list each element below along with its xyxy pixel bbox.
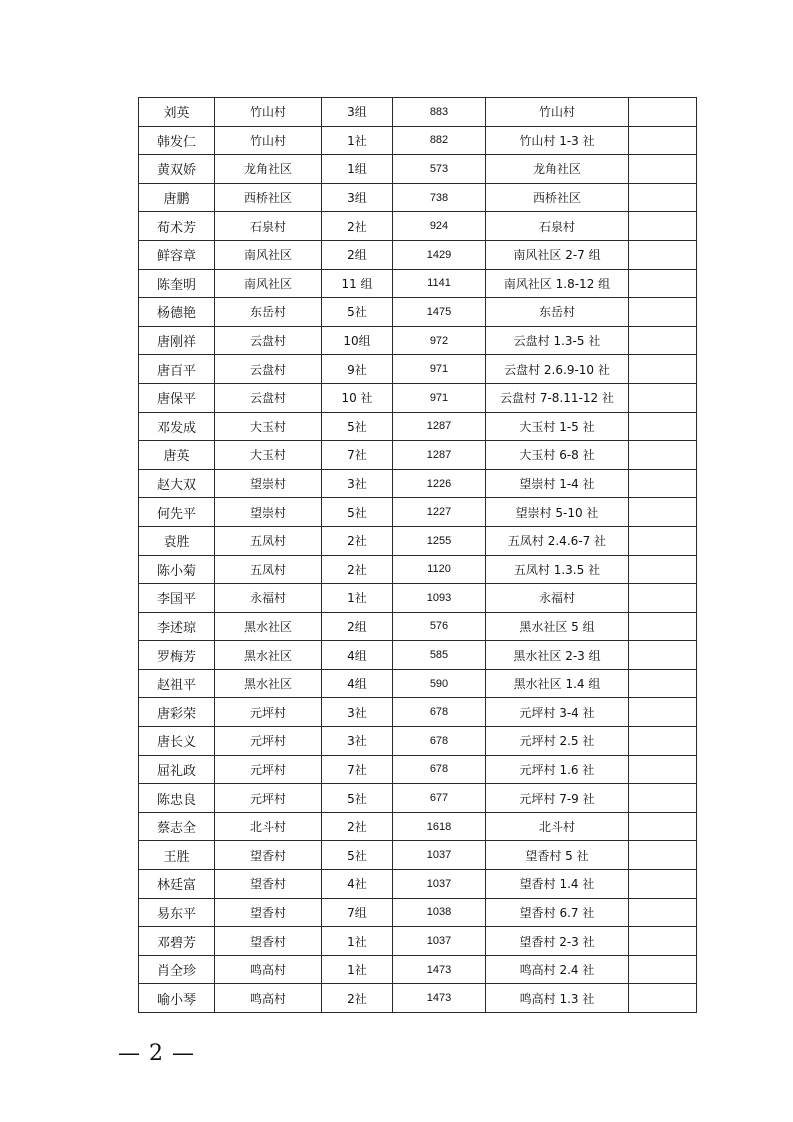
table-row — [139, 727, 697, 756]
person-name-cell: 邓发成 — [139, 412, 215, 441]
note-cell — [629, 641, 697, 670]
count-cell: 576 — [393, 612, 486, 641]
count-cell: 1141 — [393, 269, 486, 298]
person-name-cell: 李国平 — [139, 584, 215, 613]
note-cell — [629, 755, 697, 784]
note-cell — [629, 526, 697, 555]
village-cell: 望香村 — [215, 870, 322, 899]
person-name-cell: 唐英 — [139, 441, 215, 470]
table-row — [139, 383, 697, 412]
table-row — [139, 326, 697, 355]
village-cell: 东岳村 — [215, 298, 322, 327]
service-area-cell: 黑水社区 5 组 — [486, 612, 629, 641]
village-cell: 元坪村 — [215, 784, 322, 813]
table-row — [139, 841, 697, 870]
count-cell: 678 — [393, 755, 486, 784]
person-name-cell: 陈奎明 — [139, 269, 215, 298]
count-cell: 1429 — [393, 240, 486, 269]
count-cell: 678 — [393, 727, 486, 756]
village-cell: 龙角社区 — [215, 155, 322, 184]
count-cell: 1473 — [393, 955, 486, 984]
roster-table — [138, 97, 697, 1013]
note-cell — [629, 812, 697, 841]
count-cell: 924 — [393, 212, 486, 241]
table-row — [139, 698, 697, 727]
group-cell: 1社 — [322, 927, 393, 956]
table-row — [139, 612, 697, 641]
table-row — [139, 240, 697, 269]
table-row — [139, 298, 697, 327]
person-name-cell: 陈小菊 — [139, 555, 215, 584]
table-row — [139, 126, 697, 155]
group-cell: 1社 — [322, 584, 393, 613]
note-cell — [629, 298, 697, 327]
table-row — [139, 183, 697, 212]
service-area-cell: 望崇村 5-10 社 — [486, 498, 629, 527]
note-cell — [629, 441, 697, 470]
service-area-cell: 五凤村 1.3.5 社 — [486, 555, 629, 584]
group-cell: 10 社 — [322, 383, 393, 412]
village-cell: 永福村 — [215, 584, 322, 613]
note-cell — [629, 927, 697, 956]
note-cell — [629, 155, 697, 184]
person-name-cell: 赵祖平 — [139, 669, 215, 698]
person-name-cell: 唐长义 — [139, 727, 215, 756]
village-cell: 北斗村 — [215, 812, 322, 841]
note-cell — [629, 412, 697, 441]
service-area-cell: 南风社区 2-7 组 — [486, 240, 629, 269]
person-name-cell: 袁胜 — [139, 526, 215, 555]
service-area-cell: 望崇村 1-4 社 — [486, 469, 629, 498]
table-row — [139, 870, 697, 899]
village-cell: 望崇村 — [215, 469, 322, 498]
note-cell — [629, 612, 697, 641]
village-cell: 黑水社区 — [215, 641, 322, 670]
note-cell — [629, 727, 697, 756]
group-cell: 10组 — [322, 326, 393, 355]
count-cell: 971 — [393, 355, 486, 384]
service-area-cell: 竹山村 1-3 社 — [486, 126, 629, 155]
service-area-cell: 云盘村 7-8.11-12 社 — [486, 383, 629, 412]
group-cell: 4组 — [322, 669, 393, 698]
service-area-cell: 大玉村 6-8 社 — [486, 441, 629, 470]
person-name-cell: 易东平 — [139, 898, 215, 927]
service-area-cell: 望香村 6.7 社 — [486, 898, 629, 927]
person-name-cell: 林廷富 — [139, 870, 215, 899]
group-cell: 11 组 — [322, 269, 393, 298]
group-cell: 4组 — [322, 641, 393, 670]
table-row — [139, 355, 697, 384]
service-area-cell: 龙角社区 — [486, 155, 629, 184]
person-name-cell: 黄双娇 — [139, 155, 215, 184]
count-cell: 1287 — [393, 412, 486, 441]
group-cell: 3社 — [322, 727, 393, 756]
group-cell: 2社 — [322, 984, 393, 1013]
village-cell: 南风社区 — [215, 269, 322, 298]
note-cell — [629, 326, 697, 355]
note-cell — [629, 269, 697, 298]
group-cell: 7社 — [322, 441, 393, 470]
service-area-cell: 大玉村 1-5 社 — [486, 412, 629, 441]
village-cell: 元坪村 — [215, 755, 322, 784]
note-cell — [629, 469, 697, 498]
village-cell: 元坪村 — [215, 698, 322, 727]
group-cell: 7组 — [322, 898, 393, 927]
count-cell: 738 — [393, 183, 486, 212]
count-cell: 1287 — [393, 441, 486, 470]
table-row — [139, 955, 697, 984]
table-row — [139, 469, 697, 498]
village-cell: 黑水社区 — [215, 669, 322, 698]
table-row — [139, 212, 697, 241]
count-cell: 677 — [393, 784, 486, 813]
service-area-cell: 东岳村 — [486, 298, 629, 327]
person-name-cell: 韩发仁 — [139, 126, 215, 155]
note-cell — [629, 355, 697, 384]
note-cell — [629, 841, 697, 870]
table-row — [139, 898, 697, 927]
table-row — [139, 412, 697, 441]
table-row — [139, 441, 697, 470]
village-cell: 五凤村 — [215, 555, 322, 584]
count-cell: 882 — [393, 126, 486, 155]
service-area-cell: 黑水社区 2-3 组 — [486, 641, 629, 670]
count-cell: 590 — [393, 669, 486, 698]
note-cell — [629, 98, 697, 127]
count-cell: 1227 — [393, 498, 486, 527]
group-cell: 5社 — [322, 412, 393, 441]
group-cell: 2组 — [322, 612, 393, 641]
count-cell: 1255 — [393, 526, 486, 555]
village-cell: 南风社区 — [215, 240, 322, 269]
note-cell — [629, 183, 697, 212]
note-cell — [629, 698, 697, 727]
village-cell: 竹山村 — [215, 126, 322, 155]
count-cell: 1120 — [393, 555, 486, 584]
table-row — [139, 584, 697, 613]
table-row — [139, 641, 697, 670]
table-row — [139, 812, 697, 841]
person-name-cell: 赵大双 — [139, 469, 215, 498]
group-cell: 3组 — [322, 98, 393, 127]
person-name-cell: 刘英 — [139, 98, 215, 127]
table-row — [139, 669, 697, 698]
village-cell: 石泉村 — [215, 212, 322, 241]
note-cell — [629, 383, 697, 412]
note-cell — [629, 669, 697, 698]
note-cell — [629, 870, 697, 899]
village-cell: 西桥社区 — [215, 183, 322, 212]
person-name-cell: 蔡志全 — [139, 812, 215, 841]
group-cell: 2组 — [322, 240, 393, 269]
person-name-cell: 唐彩荣 — [139, 698, 215, 727]
count-cell: 1226 — [393, 469, 486, 498]
group-cell: 1社 — [322, 955, 393, 984]
village-cell: 望香村 — [215, 927, 322, 956]
service-area-cell: 元坪村 3-4 社 — [486, 698, 629, 727]
group-cell: 2社 — [322, 812, 393, 841]
village-cell: 云盘村 — [215, 355, 322, 384]
group-cell: 5社 — [322, 298, 393, 327]
village-cell: 鸣高村 — [215, 984, 322, 1013]
count-cell: 972 — [393, 326, 486, 355]
service-area-cell: 望香村 2-3 社 — [486, 927, 629, 956]
village-cell: 望香村 — [215, 841, 322, 870]
count-cell: 573 — [393, 155, 486, 184]
person-name-cell: 陈忠良 — [139, 784, 215, 813]
table-row — [139, 984, 697, 1013]
table-row — [139, 927, 697, 956]
table-row — [139, 498, 697, 527]
table-row — [139, 155, 697, 184]
village-cell: 元坪村 — [215, 727, 322, 756]
village-cell: 鸣高村 — [215, 955, 322, 984]
count-cell: 1037 — [393, 841, 486, 870]
count-cell: 1473 — [393, 984, 486, 1013]
page-number: — 2 — — [118, 1041, 195, 1066]
count-cell: 1475 — [393, 298, 486, 327]
service-area-cell: 永福村 — [486, 584, 629, 613]
group-cell: 1社 — [322, 126, 393, 155]
note-cell — [629, 498, 697, 527]
table-row — [139, 755, 697, 784]
group-cell: 3社 — [322, 469, 393, 498]
service-area-cell: 五凤村 2.4.6-7 社 — [486, 526, 629, 555]
person-name-cell: 何先平 — [139, 498, 215, 527]
service-area-cell: 云盘村 2.6.9-10 社 — [486, 355, 629, 384]
count-cell: 1618 — [393, 812, 486, 841]
group-cell: 2社 — [322, 212, 393, 241]
note-cell — [629, 784, 697, 813]
group-cell: 5社 — [322, 498, 393, 527]
village-cell: 大玉村 — [215, 441, 322, 470]
group-cell: 5社 — [322, 784, 393, 813]
service-area-cell: 元坪村 1.6 社 — [486, 755, 629, 784]
person-name-cell: 杨德艳 — [139, 298, 215, 327]
village-cell: 五凤村 — [215, 526, 322, 555]
person-name-cell: 唐刚祥 — [139, 326, 215, 355]
table-row — [139, 555, 697, 584]
table-row — [139, 98, 697, 127]
count-cell: 1037 — [393, 870, 486, 899]
group-cell: 7社 — [322, 755, 393, 784]
note-cell — [629, 984, 697, 1013]
service-area-cell: 望香村 1.4 社 — [486, 870, 629, 899]
service-area-cell: 竹山村 — [486, 98, 629, 127]
note-cell — [629, 898, 697, 927]
service-area-cell: 北斗村 — [486, 812, 629, 841]
note-cell — [629, 240, 697, 269]
count-cell: 1093 — [393, 584, 486, 613]
service-area-cell: 西桥社区 — [486, 183, 629, 212]
group-cell: 5社 — [322, 841, 393, 870]
village-cell: 云盘村 — [215, 383, 322, 412]
note-cell — [629, 955, 697, 984]
group-cell: 9社 — [322, 355, 393, 384]
count-cell: 1038 — [393, 898, 486, 927]
service-area-cell: 云盘村 1.3-5 社 — [486, 326, 629, 355]
count-cell: 971 — [393, 383, 486, 412]
service-area-cell: 石泉村 — [486, 212, 629, 241]
service-area-cell: 元坪村 2.5 社 — [486, 727, 629, 756]
group-cell: 2社 — [322, 526, 393, 555]
person-name-cell: 罗梅芳 — [139, 641, 215, 670]
note-cell — [629, 584, 697, 613]
group-cell: 3组 — [322, 183, 393, 212]
person-name-cell: 唐百平 — [139, 355, 215, 384]
service-area-cell: 鸣高村 1.3 社 — [486, 984, 629, 1013]
table-row — [139, 784, 697, 813]
group-cell: 1组 — [322, 155, 393, 184]
village-cell: 黑水社区 — [215, 612, 322, 641]
group-cell: 4社 — [322, 870, 393, 899]
person-name-cell: 唐鹏 — [139, 183, 215, 212]
village-cell: 云盘村 — [215, 326, 322, 355]
count-cell: 585 — [393, 641, 486, 670]
village-cell: 望崇村 — [215, 498, 322, 527]
person-name-cell: 唐保平 — [139, 383, 215, 412]
person-name-cell: 荀术芳 — [139, 212, 215, 241]
count-cell: 678 — [393, 698, 486, 727]
village-cell: 望香村 — [215, 898, 322, 927]
person-name-cell: 鲜容章 — [139, 240, 215, 269]
person-name-cell: 肖全珍 — [139, 955, 215, 984]
person-name-cell: 李述琼 — [139, 612, 215, 641]
group-cell: 3社 — [322, 698, 393, 727]
service-area-cell: 元坪村 7-9 社 — [486, 784, 629, 813]
person-name-cell: 屈礼政 — [139, 755, 215, 784]
person-name-cell: 王胜 — [139, 841, 215, 870]
group-cell: 2社 — [322, 555, 393, 584]
person-name-cell: 喻小琴 — [139, 984, 215, 1013]
note-cell — [629, 555, 697, 584]
village-cell: 大玉村 — [215, 412, 322, 441]
person-name-cell: 邓碧芳 — [139, 927, 215, 956]
table-row — [139, 526, 697, 555]
service-area-cell: 南风社区 1.8-12 组 — [486, 269, 629, 298]
village-cell: 竹山村 — [215, 98, 322, 127]
table-row — [139, 269, 697, 298]
count-cell: 1037 — [393, 927, 486, 956]
note-cell — [629, 126, 697, 155]
count-cell: 883 — [393, 98, 486, 127]
roster-table-body — [139, 98, 697, 1013]
service-area-cell: 黑水社区 1.4 组 — [486, 669, 629, 698]
service-area-cell: 鸣高村 2.4 社 — [486, 955, 629, 984]
note-cell — [629, 212, 697, 241]
service-area-cell: 望香村 5 社 — [486, 841, 629, 870]
